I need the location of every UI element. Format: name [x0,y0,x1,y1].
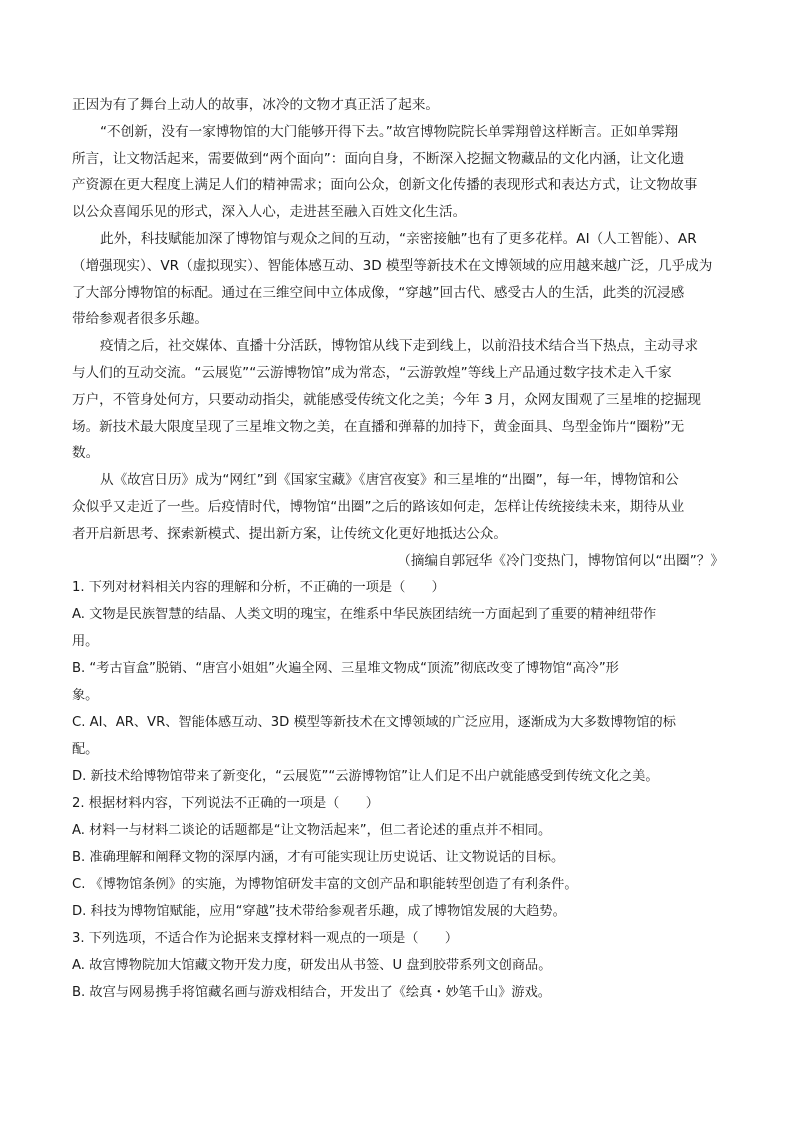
passage-p3-line: 了大部分博物馆的标配。通过在三维空间中立体成像，“穿越”回古代、感受古人的生活，此类的沉浸感 [72,284,685,301]
passage-p1-line: 正因为有了舞台上动人的故事，冰冷的文物才真正活了起来。 [72,97,440,113]
passage-p4-line: 数。 [72,445,100,462]
question-2-stem: 2. 根据材料内容，下列说法不正确的一项是（ ） [72,796,379,812]
passage-p4-line: 与人们的互动交流。“云展览”“云游博物馆”成为常态，“云游敦煌”等线上产品通过数字技术走入千家 [72,364,672,381]
question-1-option-b-cont: 象。 [72,688,99,704]
passage-p3-line: 带给参观者很多乐趣。 [72,311,208,328]
passage-p3-line: （增强现实）、VR（虚拟现实）、智能体感互动、3D 模型等新技术在文博领域的应用越来越广泛，几乎成为 [72,257,713,274]
question-3-option-a: A. 故宫博物院加大馆藏文物开发力度，研发出从书签、U 盘到胶带系列文创商品。 [72,958,552,974]
passage-p2-line: 所言，让文物活起来，需要做到“两个面向”：面向自身，不断深入挖掘文物藏品的文化内涵，让文化遗 [72,150,685,167]
question-3-option-b: B. 故宫与网易携手将馆藏名画与游戏相结合，开发出了《绘真・妙笔千山》游戏。 [72,985,551,1001]
question-2-option-a: A. 材料一与材料二谈论的话题都是“让文物活起来”，但二者论述的重点并不相同。 [72,823,552,839]
passage-p4-line: 疫情之后，社交媒体、直播十分活跃，博物馆从线下走到线上，以前沿技术结合当下热点，主动寻求 [100,338,699,355]
passage-source: （摘编自郭冠华《冷门变热门，博物馆何以“出圈”？》 [397,552,724,569]
passage-p2-line: “不创新，没有一家博物馆的大门能够开得下去。”故宫博物院院长单霁翔曾这样断言。正如单霁翔 [100,123,679,140]
passage-p4-line: 场。新技术最大限度呈现了三星堆文物之美，在直播和弹幕的加持下，黄金面具、鸟型金饰片“圈粉”无 [72,418,685,435]
passage-p5-line: 众似乎又走近了一些。后疫情时代，博物馆“出圈”之后的路该如何走，怎样让传统接续未来，期待从业 [72,498,685,515]
question-1-stem: 1. 下列对材料相关内容的理解和分析，不正确的一项是（ ） [72,580,445,596]
question-1-option-a-cont: 用。 [72,634,99,650]
passage-p5-line: 从《故宫日历》成为“网红”到《国家宝藏》《唐宫夜宴》和三星堆的“出圈”，每一年，博物馆和公 [100,472,679,489]
question-1-option-c: C. AI、AR、VR、智能体感互动、3D 模型等新技术在文博领域的广泛应用，逐渐成为大多数博物馆的标 [72,715,676,731]
passage-p2-line: 以公众喜闻乐见的形式，深入人心，走进甚至融入百姓文化生活。 [72,204,467,221]
passage-p4-line: 万户，不管身处何方，只要动动指尖，就能感受传统文化之美；今年 3 月，众网友围观了三星堆的挖掘现 [72,391,702,408]
question-2-option-b: B. 准确理解和阐释文物的深厚内涵，才有可能实现让历史说话、让文物说话的目标。 [72,850,565,866]
document-page [72,92,724,1006]
question-1-option-a: A. 文物是民族智慧的结晶、人类文明的瑰宝，在维系中华民族团结统一方面起到了重要的精神纽带作 [72,607,657,623]
question-2-option-c: C. 《博物馆条例》的实施，为博物馆研发丰富的文创产品和职能转型创造了有利条件。 [72,877,578,893]
question-3-stem: 3. 下列选项，不适合作为论据来支撑材料一观点的一项是（ ） [72,931,459,947]
passage-p5-line: 者开启新思考、探索新模式、提出新方案，让传统文化更好地抵达公众。 [72,525,507,542]
passage-p3-line: 此外，科技赋能加深了博物馆与观众之间的互动，“亲密接触”也有了更多花样。AI（人工智能）、AR [100,230,697,247]
passage-p2-line: 产资源在更大程度上满足人们的精神需求；面向公众，创新文化传播的表现形式和表达方式，让文物故事 [72,177,698,194]
question-1-option-c-cont: 配。 [72,742,99,758]
question-1-option-d: D. 新技术给博物馆带来了新变化，“云展览”“云游博物馆”让人们足不出户就能感受到传统文化之美。 [72,769,659,785]
question-2-option-d: D. 科技为博物馆赋能，应用“穿越”技术带给参观者乐趣，成了博物馆发展的大趋势。 [72,904,566,920]
question-1-option-b: B. “考古盲盒”脱销、“唐宫小姐姐”火遍全网、三星堆文物成“顶流”彻底改变了博物馆“高冷”形 [72,661,619,677]
